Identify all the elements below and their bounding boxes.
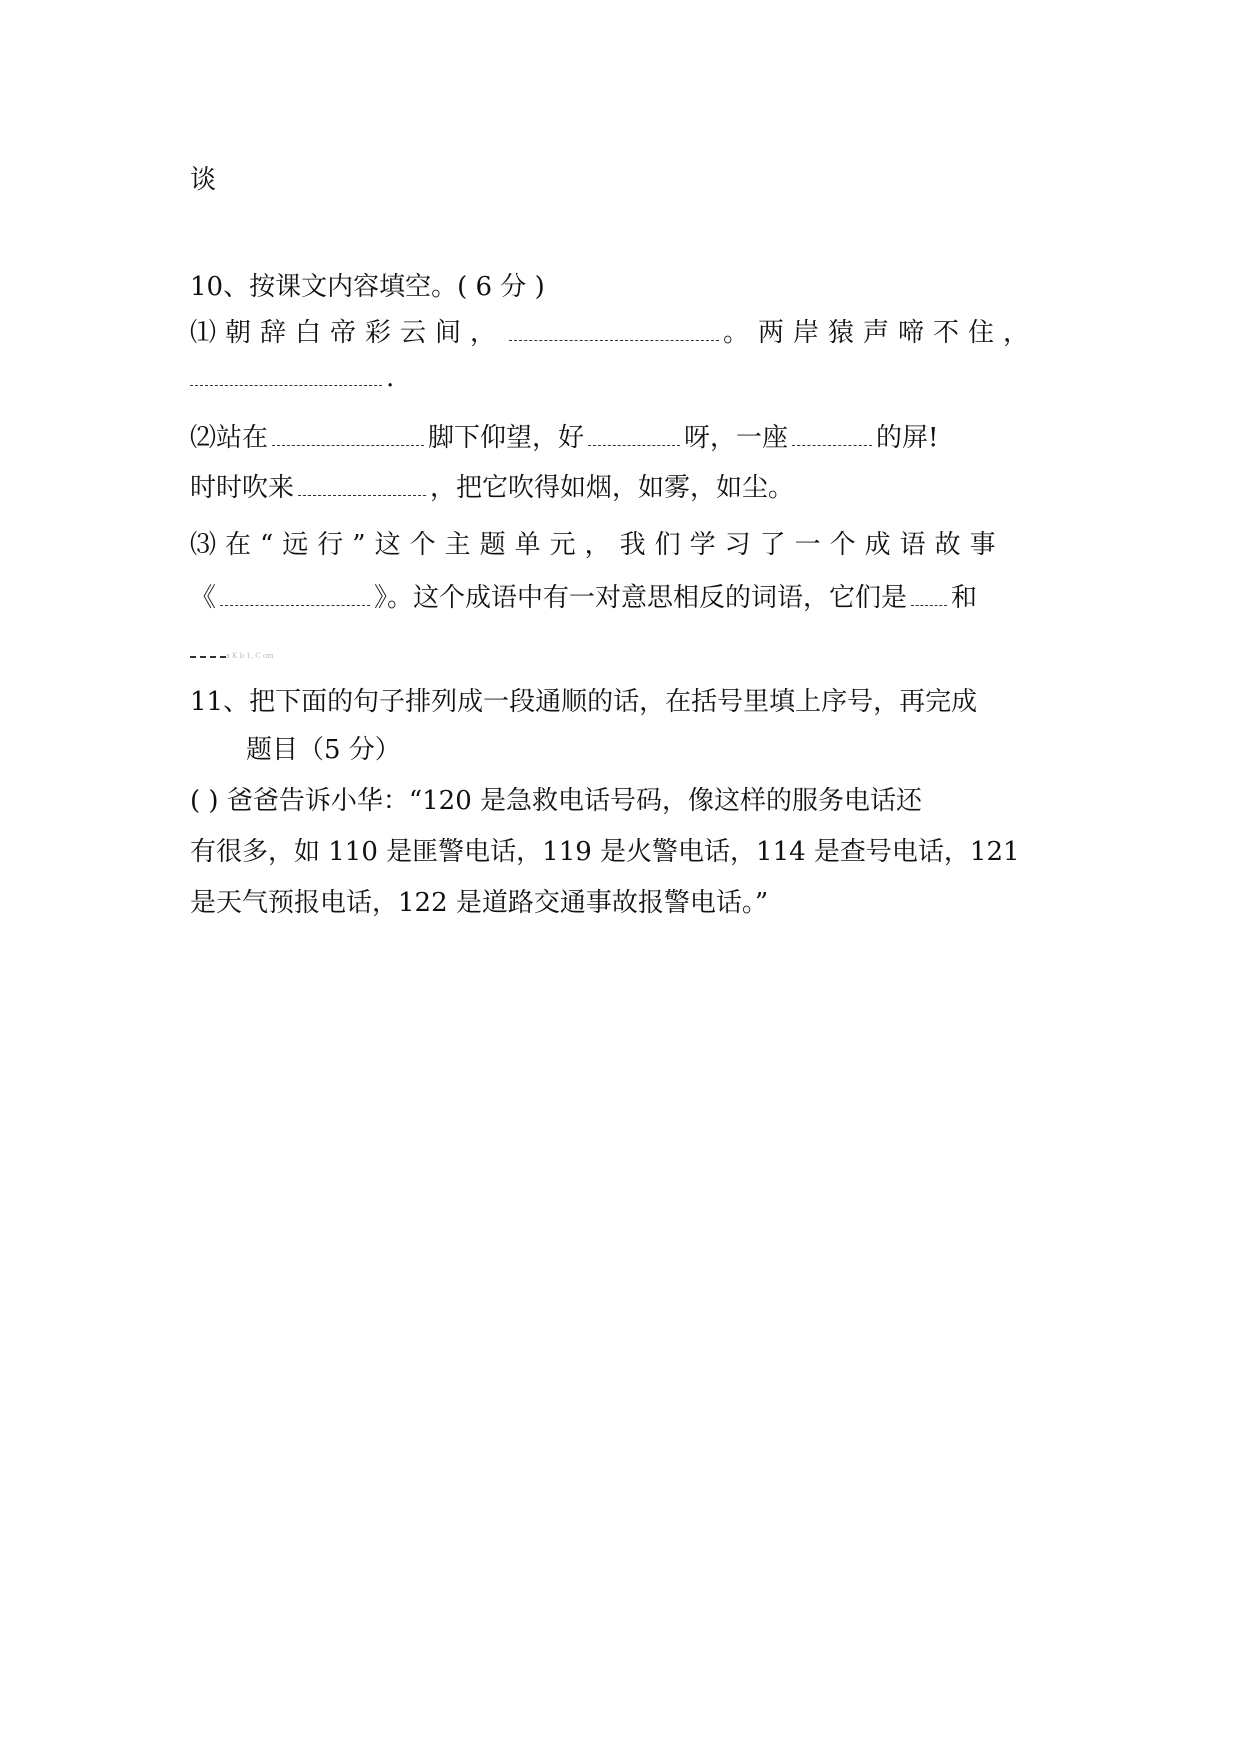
q10-item1-line2 <box>190 358 394 398</box>
q10-heading: 10、按课文内容填空。( 6 分 ) <box>190 272 545 302</box>
q11-sentence-line2: 有很多，如 110 是匪警电话，119 是火警电话，114 是查号电话，121 <box>190 837 1020 867</box>
blank-1[interactable] <box>509 320 719 341</box>
q10-item3-line2 <box>190 578 977 618</box>
q10-item1-end: . <box>386 363 395 393</box>
watermark: x K b 1. C om <box>226 652 274 660</box>
q10-item3-text-c: 》。这个成语中有一对意思相反的词语，它们是 <box>374 583 908 613</box>
q10-item2-text-d: 的屏! <box>876 423 939 453</box>
blank-6[interactable] <box>298 475 426 496</box>
q10-item2-line2 <box>190 468 794 508</box>
blank-3[interactable] <box>272 425 424 446</box>
q11-heading-line2: 题目（5 分） <box>246 735 401 765</box>
blank-7[interactable] <box>220 585 370 606</box>
q10-item1-text-a: ⑴朝辞白帝彩云间， <box>190 318 506 348</box>
q11-sentence-line1: ( ) 爸爸告诉小华：“120 是急救电话号码，像这样的服务电话还 <box>190 786 922 816</box>
q10-item1-text-b: 。两岸猿声啼不住， <box>723 318 1039 348</box>
q10-item2-text-f: ，把它吹得如烟，如雾，如尘。 <box>430 473 795 503</box>
blank-2[interactable] <box>190 365 382 386</box>
blank-5[interactable] <box>792 425 872 446</box>
top-fragment: 谈 <box>190 165 217 195</box>
q10-item2-line1 <box>190 418 939 458</box>
blank-9[interactable] <box>190 638 226 658</box>
q10-item3-line1: ⑶在“远行”这个主题单元，我们学习了一个成语故事 <box>190 530 1005 560</box>
q10-item1-line1 <box>190 313 1038 353</box>
q10-item2-text-a: ⑵站在 <box>190 423 269 453</box>
blank-8[interactable] <box>911 585 947 606</box>
q11-sentence-line3: 是天气预报电话，122 是道路交通事故报警电话。” <box>190 888 769 918</box>
q10-item3-text-d: 和 <box>951 583 978 613</box>
q11-heading-line1: 11、把下面的句子排列成一段通顺的话，在括号里填上序号，再完成 <box>190 687 978 717</box>
q10-item3-line3 <box>190 630 274 676</box>
q10-item2-text-b: 脚下仰望，好 <box>428 423 585 453</box>
q10-item2-text-c: 呀，一座 <box>684 423 789 453</box>
q10-item2-text-e: 时时吹来 <box>190 473 295 503</box>
q10-item3-text-b: 《 <box>190 583 217 613</box>
blank-4[interactable] <box>588 425 680 446</box>
